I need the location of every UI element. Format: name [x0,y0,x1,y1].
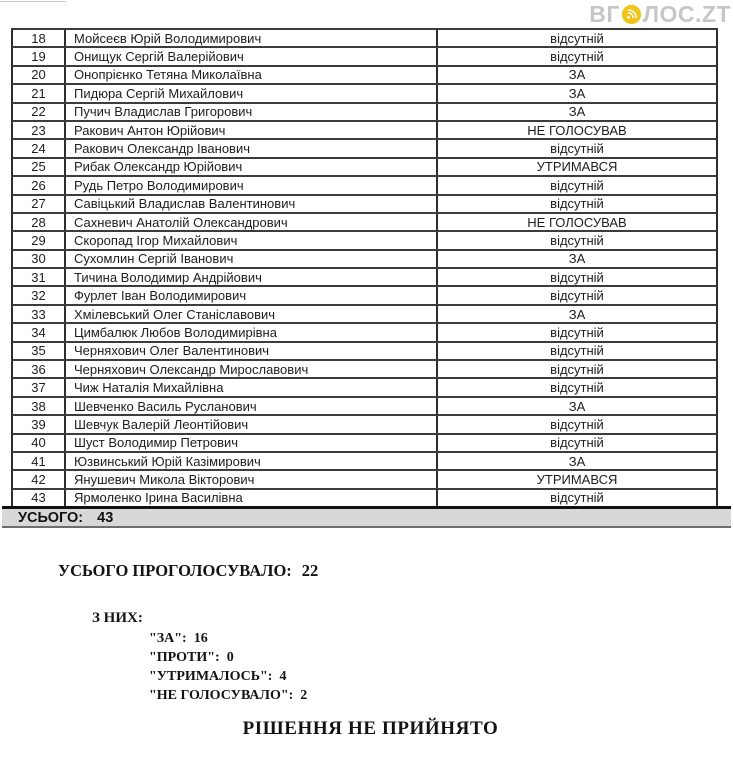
deputy-name: Скоропад Ігор Михайлович [66,232,438,248]
summary-item-label: "НЕ ГОЛОСУВАЛО": [149,687,294,703]
summary-item-ne-holosuvalo [149,686,307,705]
summary-item-label: "ЗА": [149,631,187,647]
row-number: 41 [13,453,66,469]
row-number: 18 [13,30,66,46]
table-row [11,48,718,66]
watermark-text-prefix: ВГ [589,1,620,27]
row-number: 36 [13,361,66,377]
vote-value: НЕ ГОЛОСУВАВ [527,122,627,138]
table-row [11,140,718,158]
table-row [11,453,718,471]
table-row [11,324,718,342]
summary-item-value: 0 [226,650,234,666]
summary-total-voted [58,561,318,581]
deputy-name: Рудь Петро Володимирович [66,177,438,193]
vote-value: відсутній [550,490,604,506]
row-number: 32 [13,287,66,303]
row-number: 19 [13,48,66,64]
deputy-name: Черняхович Олег Валентинович [66,343,438,359]
summary-item-value: 4 [279,668,287,684]
deputy-name: Рибак Олександр Юрійович [66,159,438,175]
table-row [11,416,718,434]
deputy-name: Ракович Олександр Іванович [66,140,438,156]
vote-table [11,28,718,508]
vote-value: відсутній [550,343,604,359]
vote-value: ЗА [568,67,586,83]
summary-item-value: 2 [300,687,308,703]
table-row [11,398,718,416]
deputy-name: Черняхович Олександр Мирославович [66,361,438,377]
deputy-name: Шуст Володимир Петрович [66,435,438,451]
table-row [11,379,718,397]
row-number: 38 [13,398,66,414]
vote-table-rows [11,30,718,508]
row-number: 40 [13,435,66,451]
vote-value: відсутній [550,196,604,212]
table-row [11,177,718,195]
table-row [11,30,718,48]
row-number: 39 [13,416,66,432]
deputy-name: Мойсеєв Юрій Володимирович [66,30,438,46]
table-row [11,435,718,453]
summary-item-utrymalos [149,668,307,687]
vote-value: ЗА [568,306,586,322]
deputy-name: Онищук Сергій Валерійович [66,48,438,64]
table-row [11,122,718,140]
vote-value: ЗА [568,453,586,469]
summary-item-value: 16 [193,631,208,647]
vote-value: відсутній [550,141,604,157]
watermark-text-suffix: ЛОС.ZT [642,1,731,27]
deputy-name: Сухомлин Сергій Іванович [66,251,438,267]
vote-value: відсутній [550,416,604,432]
deputy-name: Цимбалюк Любов Володимирівна [66,324,438,340]
deputy-name: Сахневич Анатолій Олександрович [66,214,438,230]
deputy-name: Ракович Антон Юрійович [66,122,438,138]
site-watermark [589,2,731,27]
summary-item-za [149,630,307,649]
table-row [11,85,718,103]
vote-value: відсутній [550,177,604,193]
table-row [11,269,718,287]
deputy-name: Юзвинський Юрій Казімирович [66,453,438,469]
table-row [11,214,718,232]
vote-value: УТРИМАВСЯ [536,159,618,175]
row-number: 30 [13,251,66,267]
vote-value: ЗА [568,85,586,101]
table-row [11,104,718,122]
vote-value: відсутній [550,269,604,285]
vote-value: ЗА [568,398,586,414]
deputy-name: Фурлет Іван Володимирович [66,287,438,303]
table-row [11,196,718,214]
row-number: 20 [13,67,66,83]
crop-artifact-line [0,1,66,2]
vote-value: відсутній [550,324,604,340]
row-number: 24 [13,140,66,156]
summary-total-voted-label: УСЬОГО ПРОГОЛОСУВАЛО: [58,561,292,580]
deputy-name: Пидюра Сергій Михайлович [66,85,438,101]
summary-of-them-label: З НИХ: [92,610,143,626]
row-number: 22 [13,104,66,120]
row-number: 27 [13,196,66,212]
row-number: 43 [13,490,66,506]
table-row [11,471,718,489]
vote-value: НЕ ГОЛОСУВАВ [527,214,627,230]
vote-value: відсутній [550,288,604,304]
broadcast-icon [620,4,643,25]
summary-item-label: "ПРОТИ": [149,650,220,666]
vote-value: відсутній [550,435,604,451]
row-number: 28 [13,214,66,230]
vote-value: відсутній [550,49,604,65]
deputy-name: Савіцький Владислав Валентинович [66,196,438,212]
total-value: 43 [97,509,114,526]
table-row [11,232,718,250]
row-number: 33 [13,306,66,322]
deputy-name: Онопрієнко Тетяна Миколаївна [66,67,438,83]
deputy-name: Шевченко Василь Русланович [66,398,438,414]
deputy-name: Хмілевський Олег Станіславович [66,306,438,322]
deputy-name: Ярмоленко Ірина Василівна [66,490,438,506]
table-row [11,343,718,361]
vote-value: УТРИМАВСЯ [536,472,618,488]
row-number: 23 [13,122,66,138]
vote-value: відсутній [550,380,604,396]
vote-value: відсутній [550,232,604,248]
row-number: 34 [13,324,66,340]
row-number: 26 [13,177,66,193]
total-row [2,506,731,528]
deputy-name: Янушевич Микола Вікторович [66,471,438,487]
total-label: УСЬОГО: [18,509,84,526]
table-row [11,306,718,324]
row-number: 35 [13,343,66,359]
row-number: 31 [13,269,66,285]
vote-value: ЗА [568,104,586,120]
summary-item-proty [149,649,307,668]
vote-value: відсутній [550,361,604,377]
deputy-name: Тичина Володимир Андрійович [66,269,438,285]
summary-items [149,630,307,705]
table-row [11,287,718,305]
row-number: 37 [13,379,66,395]
table-row [11,251,718,269]
row-number: 29 [13,232,66,248]
row-number: 25 [13,159,66,175]
summary-total-voted-value: 22 [301,561,319,580]
table-row [11,67,718,85]
deputy-name: Пучич Владислав Григорович [66,104,438,120]
table-row [11,361,718,379]
deputy-name: Чиж Наталія Михайлівна [66,379,438,395]
vote-value: відсутній [550,30,604,46]
decision-text: РІШЕННЯ НЕ ПРИЙНЯТО [242,718,499,739]
vote-value: ЗА [568,251,586,267]
row-number: 21 [13,85,66,101]
deputy-name: Шевчук Валерій Леонтійович [66,416,438,432]
row-number: 42 [13,471,66,487]
summary-item-label: "УТРИМАЛОСЬ": [149,668,273,684]
table-row [11,159,718,177]
